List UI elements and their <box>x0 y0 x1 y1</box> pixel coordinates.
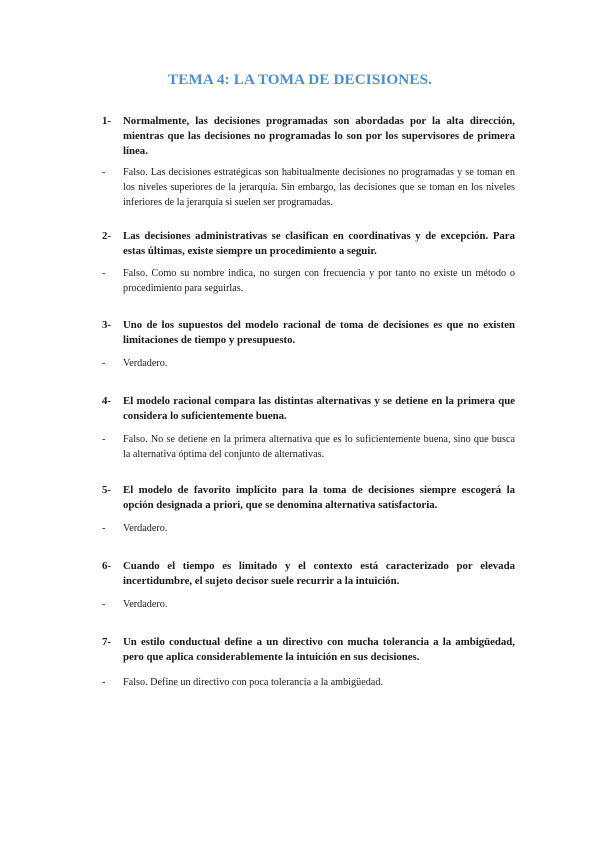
answer-dash: - <box>102 268 106 279</box>
answer-6 <box>102 597 515 612</box>
answer-dash: - <box>102 358 106 369</box>
question-number: 3- <box>102 319 111 331</box>
question-text: Las decisiones administrativas se clasifican en coordinativas y de excepción. Para estas últimas, existe siempre un procedimiento a seguir. <box>123 230 515 257</box>
question-2 <box>102 229 515 259</box>
page-title: TEMA 4: LA TOMA DE DECISIONES. <box>167 71 433 88</box>
answer-4 <box>102 432 515 462</box>
answer-text: Verdadero. <box>123 523 168 534</box>
answer-text: Falso. No se detiene en la primera alternativa que es lo suficientemente buena, sino que busca la alternativa óptima del conjunto de alternativas. <box>123 434 515 460</box>
answer-2 <box>102 266 515 296</box>
answer-text: Falso. Las decisiones estratégicas son habitualmente decisiones no programadas y se toman en los niveles superiores de la jerarquía. Sin embargo, las decisiones que se toman en los niveles inferiores de la jerarquía si suelen ser programadas. <box>123 167 515 208</box>
question-number: 7- <box>102 636 111 648</box>
answer-text: Falso. Como su nombre indica, no surgen con frecuencia y por tanto no existe un método o procedimiento para seguirlas. <box>123 268 515 294</box>
question-5 <box>102 483 515 513</box>
question-text: Normalmente, las decisiones programadas son abordadas por la alta dirección, mientras que las decisiones no programadas lo son por los supervisores de primera línea. <box>123 115 515 157</box>
answer-5 <box>102 521 515 536</box>
answer-dash: - <box>102 523 106 534</box>
answer-dash: - <box>102 599 106 610</box>
question-3 <box>102 318 515 348</box>
answer-dash: - <box>102 677 106 688</box>
answer-7 <box>102 675 515 690</box>
question-text: El modelo racional compara las distintas alternativas y se detiene en la primera que considera lo suficientemente buena. <box>123 395 515 422</box>
question-6 <box>102 559 515 589</box>
question-text: El modelo de favorito implícito para la toma de decisiones siempre escogerá la opción designada a priori, que se denomina alternativa satisfactoria. <box>123 484 515 511</box>
answer-dash: - <box>102 434 106 445</box>
question-1 <box>102 114 515 159</box>
answer-1 <box>102 165 515 210</box>
question-text: Un estilo conductual define a un directivo con mucha tolerancia a la ambigüedad, pero que aplica considerablemente la intuición en sus decisiones. <box>123 636 515 663</box>
answer-text: Verdadero. <box>123 358 168 369</box>
answer-text: Falso. Define un directivo con poca tolerancia a la ambigüedad. <box>123 677 383 688</box>
question-number: 1- <box>102 115 111 127</box>
question-number: 2- <box>102 230 111 242</box>
question-number: 6- <box>102 560 111 572</box>
answer-3 <box>102 356 515 371</box>
question-number: 4- <box>102 395 111 407</box>
answer-text: Verdadero. <box>123 599 168 610</box>
question-text: Cuando el tiempo es limitado y el contexto está caracterizado por elevada incertidumbre, el sujeto decisor suele recurrir a la intuición. <box>123 560 515 587</box>
question-text: Uno de los supuestos del modelo racional de toma de decisiones es que no existen limitaciones de tiempo y presupuesto. <box>123 319 515 346</box>
answer-dash: - <box>102 167 106 178</box>
question-number: 5- <box>102 484 111 496</box>
question-7 <box>102 635 515 665</box>
question-4 <box>102 394 515 424</box>
